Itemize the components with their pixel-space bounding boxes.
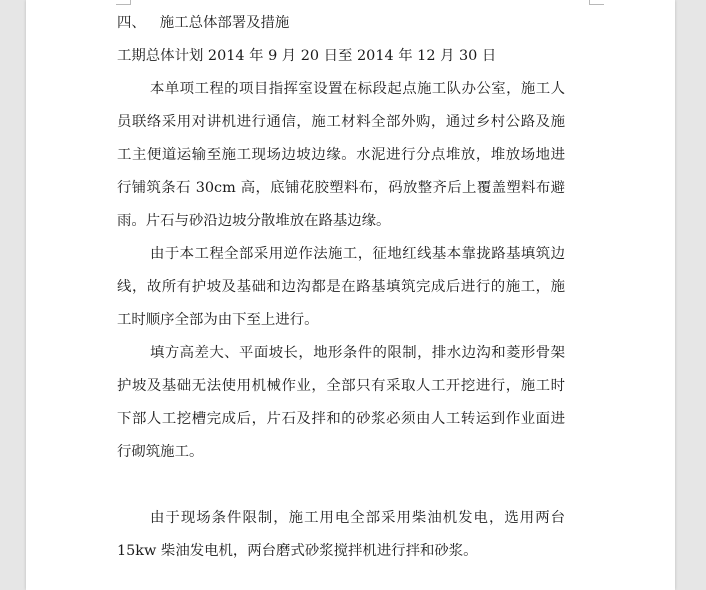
- paragraph-line: 行铺筑条石 30cm 高，底铺花胶塑料布，码放整齐后上覆盖塑料布避: [117, 180, 565, 196]
- document-body: [117, 7, 565, 568]
- paragraph-line: 工时顺序全部为由下至上进行。: [117, 312, 319, 328]
- crop-mark-top-left: [116, 0, 131, 5]
- paragraph-line: 由于本工程全部采用逆作法施工，征地红线基本靠拢路基填筑边: [150, 246, 565, 262]
- paragraph-line: 填方高差大、平面坡长，地形条件的限制，排水边沟和菱形骨架: [150, 345, 565, 361]
- paragraph-line: 由于现场条件限制，施工用电全部采用柴油机发电，选用两台: [150, 510, 565, 526]
- crop-mark-top-right: [589, 0, 604, 5]
- paragraph-2: [117, 238, 565, 337]
- section-number: 四、: [117, 15, 146, 31]
- paragraph-line: 15kw 柴油发电机，两台磨式砂浆搅拌机进行拌和砂浆。: [117, 543, 478, 559]
- paragraph-line: 雨。片石与砂沿边坡分散堆放在路基边缘。: [117, 213, 391, 229]
- paragraph-line: 护坡及基础无法使用机械作业，全部只有采取人工开挖进行，施工时: [117, 378, 565, 394]
- paragraph-line: 本单项工程的项目指挥室设置在标段起点施工队办公室，施工人: [150, 81, 565, 97]
- blank-line: [117, 469, 565, 502]
- paragraph-line: 工主便道运输至施工现场边坡边缘。水泥进行分点堆放，堆放场地进: [117, 147, 565, 163]
- paragraph-line: 下部人工挖槽完成后，片石及拌和的砂浆必须由人工转运到作业面进: [117, 411, 565, 427]
- paragraph-1: [117, 73, 565, 238]
- section-title: 施工总体部署及措施: [159, 15, 290, 31]
- schedule-line: 工期总体计划 2014 年 9 月 20 日至 2014 年 12 月 30 日: [117, 48, 497, 64]
- section-heading: [117, 7, 565, 40]
- paragraph-line: 行砌筑施工。: [117, 444, 204, 460]
- paragraph-3: [117, 337, 565, 469]
- paragraph-4: [117, 502, 565, 568]
- paragraph-line: 员联络采用对讲机进行通信，施工材料全部外购，通过乡村公路及施: [117, 114, 565, 130]
- paragraph-line: 线，故所有护坡及基础和边沟都是在路基填筑完成后进行的施工，施: [117, 279, 565, 295]
